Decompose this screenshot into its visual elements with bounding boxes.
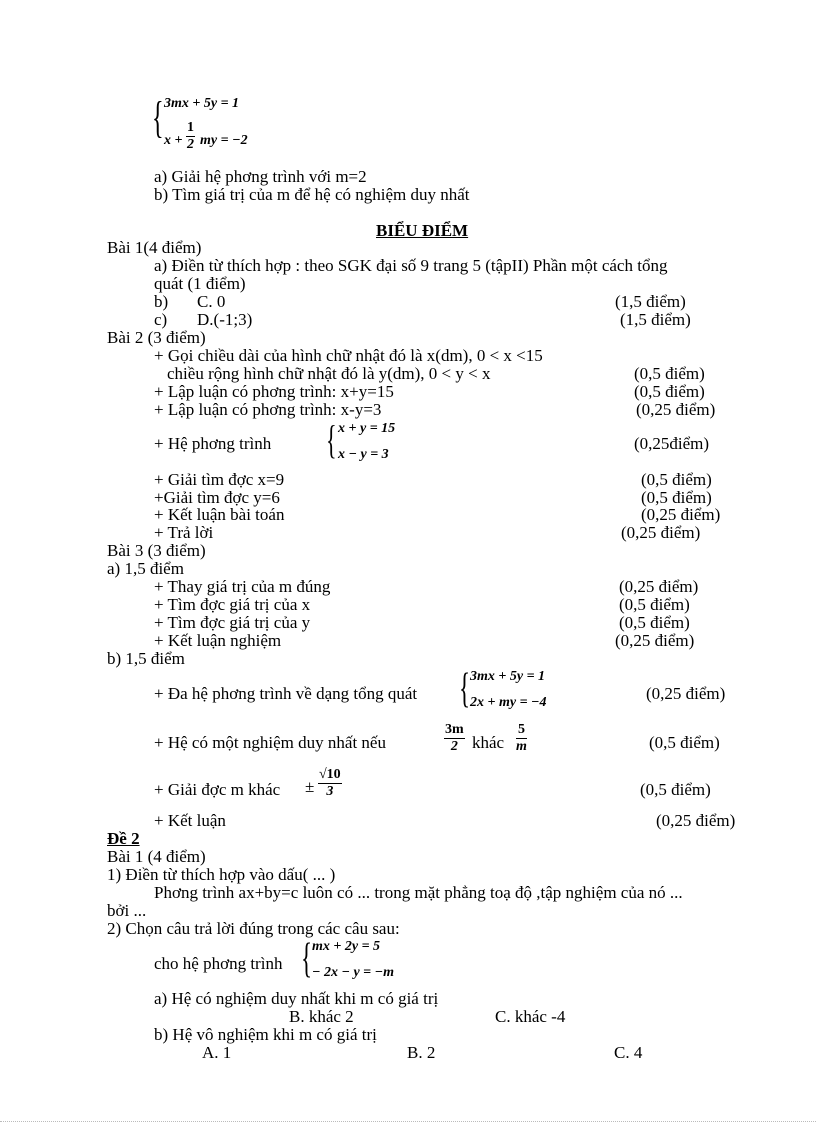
bai2-system-label: + Hệ phơng trình	[154, 434, 272, 453]
bai1-c-text: D.(-1;3)	[197, 310, 253, 329]
bai2-line7-score: (0,25 điểm)	[641, 505, 721, 524]
de2-system-eq1: mx + 2y = 5	[312, 939, 381, 954]
bai3-b2-frac1-num: 3m	[445, 722, 464, 737]
bai2-line3-score: (0,5 điểm)	[634, 382, 705, 401]
bai1-c-label: c)	[154, 310, 168, 329]
bai3-a1: + Thay giá trị của m đúng	[154, 577, 331, 596]
bai3-b3-frac	[318, 767, 342, 800]
bai3-a3: + Tìm đợc giá trị của y	[154, 613, 311, 632]
intro-system-eq2-post: my = −2	[200, 133, 248, 148]
bai1-heading: Bài 1(4 điểm)	[107, 238, 202, 257]
bai2-line2-score: (0,5 điểm)	[634, 364, 705, 383]
intro-system-eq2-pre: x +	[164, 133, 183, 148]
de2-qb-option-c: C. 4	[614, 1043, 643, 1062]
bai2-system-eq1: x + y = 15	[338, 421, 396, 436]
bai3-b2-score: (0,5 điểm)	[649, 733, 720, 752]
page-bottom-divider	[0, 1121, 816, 1122]
bai3-b1-score: (0,25 điểm)	[646, 684, 726, 703]
de2-bai1-heading: Bài 1 (4 điểm)	[107, 847, 206, 866]
bai3-b-heading: b) 1,5 điểm	[107, 649, 185, 668]
bai3-a2-score: (0,5 điểm)	[619, 595, 690, 614]
de2-q1-line1: Phơng trình ax+by=c luôn có ... trong mặt phẳng toạ độ ,tập nghiệm của nó ...	[154, 883, 683, 902]
bai3-b3-pm: ±	[305, 777, 315, 796]
de2-qa: a) Hệ có nghiệm duy nhất khi m có giá trị	[154, 989, 439, 1008]
bai1-b-label: b)	[154, 292, 169, 311]
bai3-b1-eq2: 2x + my = −4	[470, 695, 547, 710]
bai1-c-score: (1,5 điểm)	[620, 310, 691, 329]
bai2-line1: + Gọi chiều dài của hình chữ nhật đó là x(dm), 0 < x <15	[154, 346, 543, 365]
bai3-b2-frac2	[516, 722, 527, 755]
intro-question-b: b) Tìm giá trị của m để hệ có nghiệm duy nhất	[154, 185, 470, 204]
bai2-heading: Bài 2 (3 điểm)	[107, 328, 206, 347]
de2-system-brace: {	[301, 936, 313, 982]
de2-system-label: cho hệ phơng trình	[154, 954, 283, 973]
de2-qb: b) Hệ vô nghiệm khi m có giá trị	[154, 1025, 377, 1044]
intro-system-brace: {	[152, 93, 164, 142]
bai3-b4-score: (0,25 điểm)	[656, 811, 736, 830]
bai3-heading: Bài 3 (3 điểm)	[107, 541, 206, 560]
bai3-b1: + Đa hệ phơng trình về dạng tổng quát	[154, 684, 418, 703]
bai3-b1-brace: {	[459, 666, 471, 712]
bai3-b2-frac2-num: 5	[517, 722, 525, 737]
de2-heading: Đề 2	[107, 829, 140, 848]
bai1-b-text: C. 0	[197, 292, 226, 311]
de2-q2: 2) Chọn câu trả lời đúng trong các câu sau:	[107, 919, 400, 938]
bai1-b-score: (1,5 điểm)	[615, 292, 686, 311]
bai3-b2-frac1-den: 2	[450, 739, 458, 754]
bai2-line6-score: (0,5 điểm)	[641, 488, 712, 507]
de2-qb-option-a: A. 1	[202, 1043, 232, 1062]
intro-frac-den: 2	[187, 137, 194, 152]
intro-frac-num: 1	[187, 120, 194, 135]
bai3-b3: + Giải đợc m khác	[154, 780, 281, 799]
bai3-b3-score: (0,5 điểm)	[640, 780, 711, 799]
de2-system-eq2: − 2x − y = −m	[312, 965, 395, 980]
bai3-b2: + Hệ có một nghiệm duy nhất nếu	[154, 733, 386, 752]
bai2-line8: + Trả lời	[154, 523, 214, 542]
bai3-a2: + Tìm đợc giá trị của x	[154, 595, 311, 614]
bai3-b3-frac-num: √10	[319, 767, 341, 782]
bai2-line8-score: (0,25 điểm)	[621, 523, 701, 542]
intro-question-a: a) Giải hệ phơng trình với m=2	[154, 167, 367, 186]
bai2-line2: chiều rộng hình chữ nhật đó là y(dm), 0 < y < x	[167, 364, 491, 383]
bai3-a-heading: a) 1,5 điểm	[107, 559, 184, 578]
bai2-line4-score: (0,25 điểm)	[636, 400, 716, 419]
bai2-line7: + Kết luận bài toán	[154, 505, 285, 524]
de2-qa-option-c: C. khác -4	[495, 1007, 566, 1026]
bai3-b2-mid: khác	[472, 733, 505, 752]
bai1-a-line2: quát (1 điểm)	[154, 274, 246, 293]
bai2-line5: + Giải tìm đợc x=9	[154, 470, 285, 489]
bai2-line4: + Lập luận có phơng trình: x-y=3	[154, 400, 382, 419]
de2-q1: 1) Điền từ thích hợp vào dấu( ... )	[107, 865, 336, 884]
bai3-b4: + Kết luận	[154, 811, 226, 830]
de2-qb-option-b: B. 2	[407, 1043, 436, 1062]
bai1-a-line1: a) Điền từ thích hợp : theo SGK đại số 9 trang 5 (tậpII) Phần một cách tổng	[154, 256, 668, 275]
bai3-a4-score: (0,25 điểm)	[615, 631, 695, 650]
de2-q1-line2: bởi ...	[107, 901, 147, 920]
bai2-system-eq2: x − y = 3	[338, 447, 389, 462]
bai3-a1-score: (0,25 điểm)	[619, 577, 699, 596]
bai2-system-brace: {	[326, 417, 337, 462]
bai3-b2-frac2-den: m	[516, 739, 527, 754]
bai2-system-score: (0,25điểm)	[634, 434, 710, 453]
intro-system-eq2-frac	[186, 120, 195, 153]
bai3-a4: + Kết luận nghiệm	[154, 631, 282, 650]
bai2-line5-score: (0,5 điểm)	[641, 470, 712, 489]
bai3-b1-eq1: 3mx + 5y = 1	[470, 669, 546, 684]
bai2-line3: + Lập luận có phơng trình: x+y=15	[154, 382, 394, 401]
bai3-b3-frac-den: 3	[326, 784, 334, 799]
page-title: BIỂU ĐIỂM	[376, 221, 469, 240]
bai2-line6: +Giải tìm đợc y=6	[154, 488, 280, 507]
de2-qa-option-b: B. khác 2	[289, 1007, 354, 1026]
intro-system-eq1: 3mx + 5y = 1	[164, 96, 240, 111]
bai3-a3-score: (0,5 điểm)	[619, 613, 690, 632]
bai3-b2-frac1	[444, 722, 465, 755]
